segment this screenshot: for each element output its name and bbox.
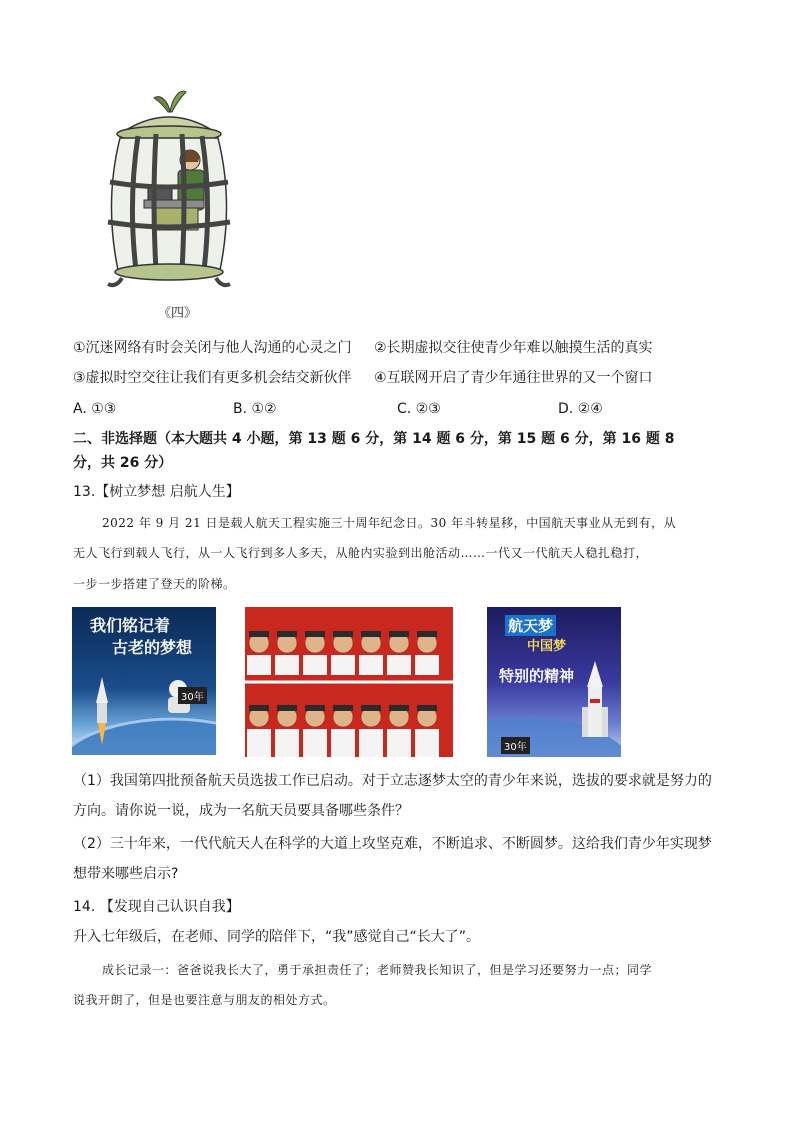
section-heading-line1: 二、非选择题（本大题共 4 小题，第 13 题 6 分，第 14 题 6 分，第 15 题 6 分，第 16 题 8 (73, 431, 675, 447)
choice-b: B. ①② (233, 401, 277, 417)
cage-figure-svg (98, 82, 240, 292)
choice-d: D. ②④ (558, 401, 603, 417)
q13-para-line2: 无人飞行到载人飞行，从一人飞行到多人多天，从舱内实验到出舱活动……一代又一代航天人稳扎稳打， (73, 546, 649, 560)
q13-title: 13.【树立梦想 启航人生】 (73, 484, 240, 500)
poster3-line2: 中国梦 (527, 639, 567, 654)
q13-para-line3: 一步一步搭建了登天的阶梯。 (73, 577, 236, 591)
choice-c: C. ②③ (397, 401, 441, 417)
q14-record-line1: 成长记录一：爸爸说我长大了，勇于承担责任了；老师赞我长知识了，但是学习还要努力一点；同学 (102, 963, 653, 977)
q13-sub2-line1: （2）三十年来，一代代航天人在科学的大道上攻坚克难，不断追求、不断圆梦。这给我们青少年实现梦 (73, 836, 712, 852)
poster1-line2: 古老的梦想 (112, 638, 193, 657)
figure-caption: 《四》 (158, 306, 198, 321)
portrait-grid-svg (245, 607, 453, 757)
poster3-line3: 特别的精神 (499, 667, 575, 685)
poster3-badge: 30年 (501, 737, 530, 754)
option-3: ③虚拟时空交往让我们有更多机会结交新伙伴 (73, 370, 352, 386)
section-heading-line2: 分，共 26 分） (73, 455, 173, 471)
option-2: ②长期虚拟交往使青少年难以触摸生活的真实 (374, 340, 653, 356)
q14-record-line2: 说我开朗了，但是也要注意与朋友的相处方式。 (73, 993, 336, 1007)
q13-para-line1: 2022 年 9 月 21 日是载人航天工程实施三十周年纪念日。30 年斗转星移，中国航天事业从无到有，从 (102, 516, 677, 530)
poster1-badge: 30年 (178, 687, 207, 704)
q14-title: 14. 【发现自己认识自我】 (73, 899, 240, 915)
q13-sub2-line2: 想带来哪些启示? (73, 866, 179, 882)
poster1-line1: 我们铭记着 (90, 616, 171, 635)
option-4: ④互联网开启了青少年通往世界的又一个窗口 (374, 370, 653, 386)
q13-sub1-line2: 方向。请你说一说，成为一名航天员要具备哪些条件？ (73, 803, 409, 819)
cage-illustration (98, 82, 240, 292)
space-dream-poster-image (72, 607, 216, 755)
poster3-line1: 航天梦 (505, 615, 556, 636)
q13-sub1-line1: （1）我国第四批预备航天员选拔工作已启动。对于立志逐梦太空的青少年来说，选拔的要求就是努力的 (73, 773, 712, 789)
astronaut-portraits-image (245, 607, 453, 757)
china-dream-poster-image (487, 607, 621, 757)
option-1: ①沉迷网络有时会关闭与他人沟通的心灵之门 (73, 340, 352, 356)
q14-intro: 升入七年级后，在老师、同学的陪伴下，“我”感觉自己“长大了”。 (73, 929, 481, 945)
choice-a: A. ①③ (73, 401, 117, 417)
